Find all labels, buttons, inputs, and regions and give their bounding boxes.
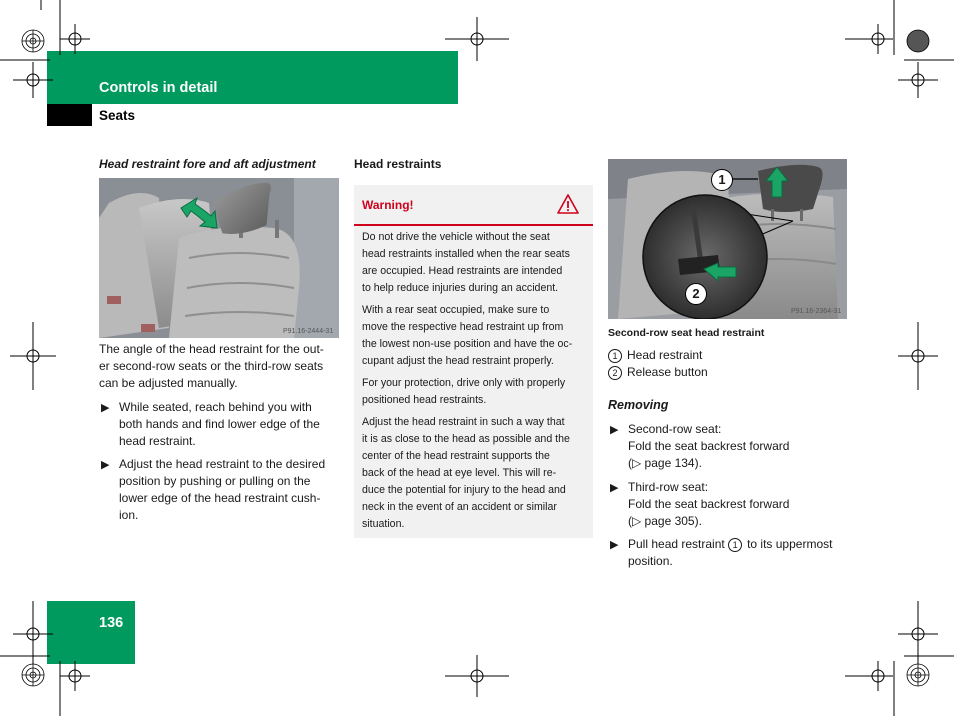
inline-number: 1 bbox=[728, 538, 742, 552]
removing-heading: Removing bbox=[608, 398, 669, 412]
legend-item-1 bbox=[608, 347, 702, 364]
text-line: Fold the seat backrest forward bbox=[628, 497, 790, 511]
left-intro bbox=[99, 341, 344, 392]
text-line: to help reduce injuries during an accident. bbox=[362, 282, 559, 294]
removing-step-1 bbox=[628, 421, 848, 472]
text-line: neck in the event of an accident or similar bbox=[362, 501, 557, 513]
legend-item-2 bbox=[608, 364, 708, 381]
text-line: Do not drive the vehicle without the seat bbox=[362, 231, 550, 243]
page-reference: (▷ page 134). bbox=[628, 456, 702, 470]
text-line: situation. bbox=[362, 518, 405, 530]
warning-title: Warning! bbox=[362, 198, 414, 212]
figure-caption: Second-row seat head restraint bbox=[608, 327, 765, 339]
bullet-icon: ▶ bbox=[610, 424, 619, 436]
text-line: Fold the seat backrest forward bbox=[628, 439, 790, 453]
page-number-band bbox=[47, 601, 135, 664]
removing-step-2 bbox=[628, 479, 848, 530]
legend-text: Release button bbox=[627, 365, 708, 379]
warning-paragraph-2 bbox=[362, 302, 584, 370]
left-step-2 bbox=[119, 456, 344, 524]
text-line: the lowest non-use position and have the oc- bbox=[362, 338, 573, 350]
text-line: Second-row seat: bbox=[628, 422, 722, 436]
text-line: position. bbox=[628, 554, 673, 568]
text-fragment: Pull head restraint bbox=[628, 537, 725, 551]
text-line: duce the potential for injury to the head and bbox=[362, 484, 566, 496]
callout-1: 1 bbox=[711, 169, 733, 191]
text-line: lower edge of the head restraint cush- bbox=[119, 491, 321, 505]
page-number: 136 bbox=[99, 615, 124, 631]
text-line bbox=[628, 536, 848, 553]
text-line: ion. bbox=[119, 508, 139, 522]
text-line: positioned head restraints. bbox=[362, 394, 487, 406]
bullet-icon: ▶ bbox=[610, 482, 619, 494]
legend-number: 1 bbox=[608, 349, 622, 363]
warning-paragraph-1 bbox=[362, 229, 584, 297]
text-line: move the respective head restraint up from bbox=[362, 321, 564, 333]
image-code-right: P91.16-2364-31 bbox=[791, 308, 842, 315]
text-line: back of the head at eye level. This will re- bbox=[362, 467, 557, 479]
text-line: cupant adjust the head restraint properly. bbox=[362, 355, 554, 367]
page-reference: (▷ page 305). bbox=[628, 514, 702, 528]
text-line: both hands and find lower edge of the bbox=[119, 417, 320, 431]
middle-heading: Head restraints bbox=[354, 157, 442, 171]
section-title: Controls in detail bbox=[99, 80, 218, 96]
text-line: it is as close to the head as possible and the bbox=[362, 433, 570, 445]
photo-head-restraint-adjust bbox=[99, 178, 339, 338]
legend-text: Head restraint bbox=[627, 348, 703, 362]
legend-number: 2 bbox=[608, 366, 622, 380]
text-line: head restraint. bbox=[119, 434, 196, 448]
bullet-icon: ▶ bbox=[101, 402, 110, 414]
removing-step-3 bbox=[628, 536, 848, 570]
callout-2: 2 bbox=[685, 283, 707, 305]
text-line: er second-row seats or the third-row seats bbox=[99, 359, 324, 373]
text-line: can be adjusted manually. bbox=[99, 376, 238, 390]
warning-paragraph-4 bbox=[362, 414, 584, 533]
text-line: center of the head restraint supports the bbox=[362, 450, 550, 462]
text-line: Adjust the head restraint to the desired bbox=[119, 457, 326, 471]
text-line: are occupied. Head restraints are intended bbox=[362, 265, 563, 277]
seat-illustration-left bbox=[99, 178, 339, 338]
left-heading: Head restraint fore and aft adjustment bbox=[99, 157, 316, 171]
warning-triangle-icon bbox=[557, 194, 579, 219]
text-line: Adjust the head restraint in such a way that bbox=[362, 416, 565, 428]
text-line: With a rear seat occupied, make sure to bbox=[362, 304, 550, 316]
header-marker bbox=[47, 104, 92, 126]
text-line: While seated, reach behind you with bbox=[119, 400, 312, 414]
text-line: Third-row seat: bbox=[628, 480, 709, 494]
bullet-icon: ▶ bbox=[101, 459, 110, 471]
text-line: For your protection, drive only with properly bbox=[362, 377, 566, 389]
left-step-1 bbox=[119, 399, 344, 450]
text-fragment: to its uppermost bbox=[747, 537, 833, 551]
text-line: head restraints installed when the rear seats bbox=[362, 248, 570, 260]
photo-second-row-head-restraint bbox=[608, 159, 847, 319]
image-code-left: P91.16-2444-31 bbox=[283, 328, 334, 335]
bullet-icon: ▶ bbox=[610, 539, 619, 551]
text-line: position by pushing or pulling on the bbox=[119, 474, 311, 488]
subsection-title: Seats bbox=[99, 108, 136, 123]
text-line: The angle of the head restraint for the out- bbox=[99, 342, 324, 356]
warning-paragraph-3 bbox=[362, 375, 584, 409]
header-band bbox=[47, 51, 458, 104]
warning-divider bbox=[354, 224, 593, 226]
